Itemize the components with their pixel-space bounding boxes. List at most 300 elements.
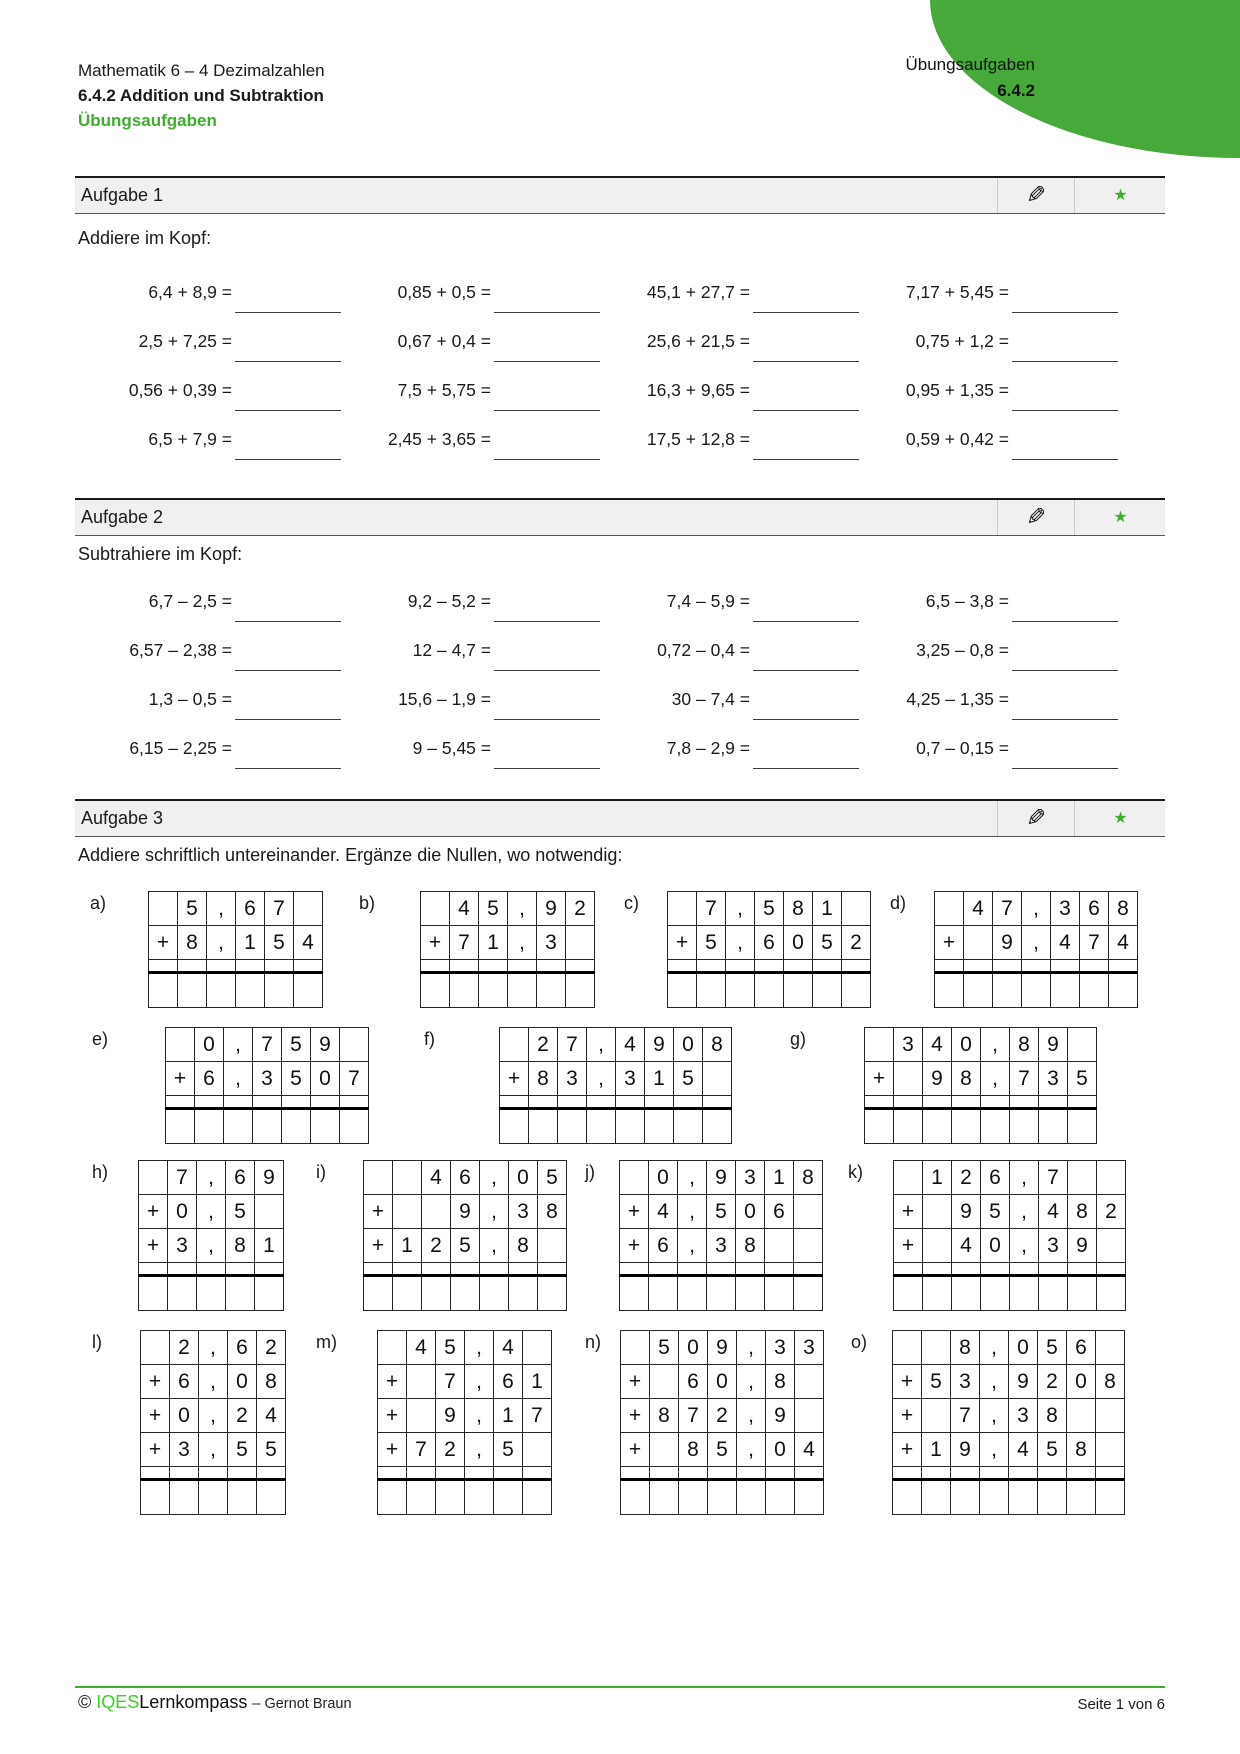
carry-cell[interactable] xyxy=(422,1263,451,1276)
carry-cell[interactable] xyxy=(500,1096,529,1109)
answer-cell[interactable] xyxy=(1010,1276,1039,1311)
carry-cell[interactable] xyxy=(649,1263,678,1276)
carry-cell[interactable] xyxy=(893,1467,922,1480)
operand-row xyxy=(893,1399,1125,1433)
carry-cell[interactable] xyxy=(726,960,755,973)
carry-row xyxy=(621,1467,824,1480)
answer-cell[interactable] xyxy=(139,1276,168,1311)
grid-cell xyxy=(538,1229,567,1263)
answer-blank[interactable] xyxy=(494,621,600,622)
answer-blank[interactable] xyxy=(494,361,600,362)
answer-cell[interactable] xyxy=(421,973,450,1008)
answer-blank[interactable] xyxy=(1012,410,1118,411)
answer-cell[interactable] xyxy=(253,1109,282,1144)
answer-cell[interactable] xyxy=(703,1109,732,1144)
answer-blank[interactable] xyxy=(753,768,859,769)
answer-cell[interactable] xyxy=(766,1480,795,1515)
carry-cell[interactable] xyxy=(981,1096,1010,1109)
carry-cell[interactable] xyxy=(678,1263,707,1276)
problem-expression: 0,67 + 0,4 = xyxy=(397,331,491,351)
carry-cell[interactable] xyxy=(253,1096,282,1109)
answer-cell[interactable] xyxy=(980,1480,1009,1515)
answer-cell[interactable] xyxy=(1009,1480,1038,1515)
answer-cell[interactable] xyxy=(228,1480,257,1515)
answer-blank[interactable] xyxy=(753,410,859,411)
answer-cell[interactable] xyxy=(450,973,479,1008)
carry-cell[interactable] xyxy=(226,1263,255,1276)
carry-cell[interactable] xyxy=(674,1096,703,1109)
grid-cell: 4 xyxy=(964,892,993,926)
answer-cell[interactable] xyxy=(558,1109,587,1144)
grid-cell: 0 xyxy=(981,1229,1010,1263)
answer-cell[interactable] xyxy=(981,1276,1010,1311)
answer-cell[interactable] xyxy=(951,1480,980,1515)
problem xyxy=(603,589,862,638)
answer-cell[interactable] xyxy=(952,1109,981,1144)
answer-blank[interactable] xyxy=(1012,361,1118,362)
carry-cell[interactable] xyxy=(795,1467,824,1480)
answer-cell[interactable] xyxy=(226,1276,255,1311)
carry-cell[interactable] xyxy=(1009,1467,1038,1480)
grid-cell: 9 xyxy=(766,1399,795,1433)
answer-cell[interactable] xyxy=(436,1480,465,1515)
answer-cell[interactable] xyxy=(649,1276,678,1311)
carry-cell[interactable] xyxy=(894,1096,923,1109)
carry-cell[interactable] xyxy=(923,1096,952,1109)
answer-cell[interactable] xyxy=(149,973,178,1008)
carry-cell[interactable] xyxy=(1068,1263,1097,1276)
answer-cell[interactable] xyxy=(736,1276,765,1311)
answer-cell[interactable] xyxy=(311,1109,340,1144)
carry-cell[interactable] xyxy=(923,1263,952,1276)
grid-cell: 9 xyxy=(923,1062,952,1096)
answer-blank[interactable] xyxy=(235,410,341,411)
answer-blank[interactable] xyxy=(753,459,859,460)
operand-row xyxy=(668,892,871,926)
carry-cell[interactable] xyxy=(697,960,726,973)
grid-cell xyxy=(794,1195,823,1229)
grid-cell xyxy=(294,892,323,926)
answer-blank[interactable] xyxy=(1012,312,1118,313)
grid-cell: 9 xyxy=(451,1195,480,1229)
grid-cell: 5 xyxy=(494,1433,523,1467)
answer-blank[interactable] xyxy=(235,459,341,460)
answer-cell[interactable] xyxy=(195,1109,224,1144)
answer-cell[interactable] xyxy=(952,1276,981,1311)
carry-cell[interactable] xyxy=(282,1096,311,1109)
carry-cell[interactable] xyxy=(537,960,566,973)
carry-cell[interactable] xyxy=(894,1263,923,1276)
carry-cell[interactable] xyxy=(865,1096,894,1109)
answer-cell[interactable] xyxy=(923,1109,952,1144)
carry-cell[interactable] xyxy=(621,1467,650,1480)
problem-expression: 6,15 – 2,25 = xyxy=(129,738,232,758)
answer-row xyxy=(500,1109,732,1144)
answer-cell[interactable] xyxy=(650,1480,679,1515)
answer-blank[interactable] xyxy=(1012,768,1118,769)
answer-cell[interactable] xyxy=(1039,1109,1068,1144)
answer-cell[interactable] xyxy=(1051,973,1080,1008)
carry-cell[interactable] xyxy=(922,1467,951,1480)
carry-cell[interactable] xyxy=(784,960,813,973)
answer-cell[interactable] xyxy=(199,1480,228,1515)
operand-row xyxy=(893,1331,1125,1365)
answer-cell[interactable] xyxy=(697,973,726,1008)
operand-row xyxy=(620,1229,823,1263)
answer-blank[interactable] xyxy=(753,312,859,313)
grid-label: c) xyxy=(624,893,639,913)
problem xyxy=(862,378,1121,427)
answer-cell[interactable] xyxy=(893,1480,922,1515)
answer-cell[interactable] xyxy=(668,973,697,1008)
answer-cell[interactable] xyxy=(378,1480,407,1515)
answer-cell[interactable] xyxy=(282,1109,311,1144)
answer-cell[interactable] xyxy=(1038,1480,1067,1515)
carry-cell[interactable] xyxy=(1068,1096,1097,1109)
answer-cell[interactable] xyxy=(935,973,964,1008)
grid-cell: 5 xyxy=(226,1195,255,1229)
grid-cell: 5 xyxy=(674,1062,703,1096)
answer-cell[interactable] xyxy=(679,1480,708,1515)
carry-cell[interactable] xyxy=(228,1467,257,1480)
carry-cell[interactable] xyxy=(1109,960,1138,973)
answer-blank[interactable] xyxy=(494,459,600,460)
carry-cell[interactable] xyxy=(707,1263,736,1276)
answer-cell[interactable] xyxy=(1067,1480,1096,1515)
grid-cell: 8 xyxy=(951,1331,980,1365)
answer-cell[interactable] xyxy=(197,1276,226,1311)
answer-cell[interactable] xyxy=(621,1480,650,1515)
answer-cell[interactable] xyxy=(407,1480,436,1515)
answer-cell[interactable] xyxy=(509,1276,538,1311)
answer-cell[interactable] xyxy=(178,973,207,1008)
answer-cell[interactable] xyxy=(422,1276,451,1311)
carry-cell[interactable] xyxy=(199,1467,228,1480)
answer-blank[interactable] xyxy=(494,768,600,769)
column-grid-f xyxy=(499,1027,732,1144)
carry-cell[interactable] xyxy=(529,1096,558,1109)
carry-cell[interactable] xyxy=(364,1263,393,1276)
carry-cell[interactable] xyxy=(170,1467,199,1480)
carry-cell[interactable] xyxy=(755,960,784,973)
carry-cell[interactable] xyxy=(1038,1467,1067,1480)
carry-cell[interactable] xyxy=(451,1263,480,1276)
plus-cell: + xyxy=(621,1399,650,1433)
carry-cell[interactable] xyxy=(952,1096,981,1109)
answer-cell[interactable] xyxy=(1068,1109,1097,1144)
answer-cell[interactable] xyxy=(1097,1276,1126,1311)
answer-cell[interactable] xyxy=(755,973,784,1008)
answer-cell[interactable] xyxy=(794,1276,823,1311)
grid-cell: 5 xyxy=(708,1433,737,1467)
answer-cell[interactable] xyxy=(1096,1480,1125,1515)
carry-cell[interactable] xyxy=(393,1263,422,1276)
carry-cell[interactable] xyxy=(1067,1467,1096,1480)
carry-cell[interactable] xyxy=(1010,1263,1039,1276)
answer-cell[interactable] xyxy=(141,1480,170,1515)
carry-cell[interactable] xyxy=(465,1467,494,1480)
answer-cell[interactable] xyxy=(255,1276,284,1311)
carry-cell[interactable] xyxy=(421,960,450,973)
carry-cell[interactable] xyxy=(311,1096,340,1109)
answer-cell[interactable] xyxy=(587,1109,616,1144)
carry-cell[interactable] xyxy=(1096,1467,1125,1480)
answer-cell[interactable] xyxy=(795,1480,824,1515)
carry-cell[interactable] xyxy=(378,1467,407,1480)
carry-cell[interactable] xyxy=(1039,1096,1068,1109)
carry-cell[interactable] xyxy=(813,960,842,973)
carry-cell[interactable] xyxy=(616,1096,645,1109)
carry-cell[interactable] xyxy=(139,1263,168,1276)
comma-cell: , xyxy=(726,892,755,926)
carry-cell[interactable] xyxy=(650,1467,679,1480)
grid-cell xyxy=(340,1028,369,1062)
answer-blank[interactable] xyxy=(494,719,600,720)
answer-cell[interactable] xyxy=(207,973,236,1008)
carry-cell[interactable] xyxy=(737,1467,766,1480)
answer-row xyxy=(166,1109,369,1144)
answer-cell[interactable] xyxy=(500,1109,529,1144)
grid-cell: 1 xyxy=(494,1399,523,1433)
operand-row xyxy=(139,1161,284,1195)
answer-cell[interactable] xyxy=(294,973,323,1008)
answer-cell[interactable] xyxy=(480,1276,509,1311)
answer-row xyxy=(668,973,871,1008)
corner-badge-text xyxy=(905,52,1035,104)
answer-cell[interactable] xyxy=(981,1109,1010,1144)
carry-cell[interactable] xyxy=(1010,1096,1039,1109)
column-grid-o xyxy=(892,1330,1125,1515)
carry-cell[interactable] xyxy=(587,1096,616,1109)
carry-cell[interactable] xyxy=(1051,960,1080,973)
answer-cell[interactable] xyxy=(708,1480,737,1515)
answer-cell[interactable] xyxy=(1068,1276,1097,1311)
carry-cell[interactable] xyxy=(436,1467,465,1480)
answer-cell[interactable] xyxy=(494,1480,523,1515)
carry-cell[interactable] xyxy=(620,1263,649,1276)
answer-blank[interactable] xyxy=(753,670,859,671)
answer-cell[interactable] xyxy=(1109,973,1138,1008)
carry-cell[interactable] xyxy=(980,1467,1009,1480)
carry-cell[interactable] xyxy=(993,960,1022,973)
carry-cell[interactable] xyxy=(645,1096,674,1109)
answer-cell[interactable] xyxy=(865,1109,894,1144)
carry-cell[interactable] xyxy=(951,1467,980,1480)
answer-cell[interactable] xyxy=(964,973,993,1008)
answer-blank[interactable] xyxy=(235,768,341,769)
carry-cell[interactable] xyxy=(480,1263,509,1276)
carry-cell[interactable] xyxy=(479,960,508,973)
carry-cell[interactable] xyxy=(236,960,265,973)
answer-cell[interactable] xyxy=(537,973,566,1008)
answer-cell[interactable] xyxy=(707,1276,736,1311)
answer-blank[interactable] xyxy=(235,312,341,313)
answer-cell[interactable] xyxy=(265,973,294,1008)
answer-cell[interactable] xyxy=(894,1109,923,1144)
carry-row xyxy=(364,1263,567,1276)
carry-cell[interactable] xyxy=(294,960,323,973)
grid-label: k) xyxy=(848,1162,863,1182)
carry-cell[interactable] xyxy=(558,1096,587,1109)
column-grid-e xyxy=(165,1027,369,1144)
answer-cell[interactable] xyxy=(224,1109,253,1144)
grid-cell xyxy=(1096,1433,1125,1467)
comma-cell: , xyxy=(508,892,537,926)
answer-cell[interactable] xyxy=(1022,973,1051,1008)
carry-cell[interactable] xyxy=(197,1263,226,1276)
answer-blank[interactable] xyxy=(1012,670,1118,671)
answer-cell[interactable] xyxy=(894,1276,923,1311)
carry-cell[interactable] xyxy=(952,1263,981,1276)
grid-cell: 3 xyxy=(168,1229,197,1263)
carry-cell[interactable] xyxy=(257,1467,286,1480)
answer-cell[interactable] xyxy=(451,1276,480,1311)
carry-cell[interactable] xyxy=(708,1467,737,1480)
grid-cell: 3 xyxy=(1051,892,1080,926)
carry-cell[interactable] xyxy=(450,960,479,973)
plus-cell: + xyxy=(621,1433,650,1467)
problem xyxy=(85,589,344,638)
answer-cell[interactable] xyxy=(170,1480,199,1515)
grid-cell: 7 xyxy=(1039,1161,1068,1195)
answer-cell[interactable] xyxy=(566,973,595,1008)
carry-cell[interactable] xyxy=(981,1263,1010,1276)
answer-cell[interactable] xyxy=(620,1276,649,1311)
carry-cell[interactable] xyxy=(964,960,993,973)
answer-cell[interactable] xyxy=(479,973,508,1008)
answer-cell[interactable] xyxy=(678,1276,707,1311)
carry-cell[interactable] xyxy=(207,960,236,973)
answer-cell[interactable] xyxy=(737,1480,766,1515)
answer-blank[interactable] xyxy=(235,621,341,622)
carry-cell[interactable] xyxy=(765,1263,794,1276)
answer-blank[interactable] xyxy=(753,719,859,720)
carry-cell[interactable] xyxy=(794,1263,823,1276)
carry-cell[interactable] xyxy=(523,1467,552,1480)
answer-cell[interactable] xyxy=(1080,973,1109,1008)
answer-cell[interactable] xyxy=(616,1109,645,1144)
answer-blank[interactable] xyxy=(1012,719,1118,720)
answer-cell[interactable] xyxy=(236,973,265,1008)
answer-cell[interactable] xyxy=(523,1480,552,1515)
carry-cell[interactable] xyxy=(168,1263,197,1276)
answer-blank[interactable] xyxy=(235,361,341,362)
answer-cell[interactable] xyxy=(340,1109,369,1144)
problem-expression: 2,5 + 7,25 = xyxy=(138,331,232,351)
carry-cell[interactable] xyxy=(407,1467,436,1480)
problem-expression: 7,5 + 5,75 = xyxy=(397,380,491,400)
answer-cell[interactable] xyxy=(922,1480,951,1515)
grid-cell: 5 xyxy=(707,1195,736,1229)
answer-cell[interactable] xyxy=(529,1109,558,1144)
answer-blank[interactable] xyxy=(235,719,341,720)
carry-cell[interactable] xyxy=(494,1467,523,1480)
carry-cell[interactable] xyxy=(255,1263,284,1276)
carry-cell[interactable] xyxy=(224,1096,253,1109)
plus-cell: + xyxy=(421,926,450,960)
carry-cell[interactable] xyxy=(1080,960,1109,973)
carry-cell[interactable] xyxy=(668,960,697,973)
carry-cell[interactable] xyxy=(1097,1263,1126,1276)
carry-cell[interactable] xyxy=(195,1096,224,1109)
answer-cell[interactable] xyxy=(645,1109,674,1144)
answer-cell[interactable] xyxy=(508,973,537,1008)
comma-cell: , xyxy=(980,1399,1009,1433)
grid-label: b) xyxy=(359,893,376,913)
answer-cell[interactable] xyxy=(842,973,871,1008)
problem xyxy=(862,329,1121,378)
answer-cell[interactable] xyxy=(1010,1109,1039,1144)
answer-blank[interactable] xyxy=(494,312,600,313)
answer-cell[interactable] xyxy=(923,1276,952,1311)
carry-cell[interactable] xyxy=(703,1096,732,1109)
answer-cell[interactable] xyxy=(674,1109,703,1144)
carry-cell[interactable] xyxy=(149,960,178,973)
answer-blank[interactable] xyxy=(235,670,341,671)
grid-label: g) xyxy=(790,1029,807,1049)
answer-cell[interactable] xyxy=(538,1276,567,1311)
answer-cell[interactable] xyxy=(993,973,1022,1008)
problem xyxy=(85,687,344,736)
plus-cell: + xyxy=(166,1062,195,1096)
answer-blank[interactable] xyxy=(1012,621,1118,622)
answer-cell[interactable] xyxy=(813,973,842,1008)
carry-cell[interactable] xyxy=(178,960,207,973)
answer-cell[interactable] xyxy=(726,973,755,1008)
carry-cell[interactable] xyxy=(508,960,537,973)
answer-cell[interactable] xyxy=(166,1109,195,1144)
column-grid-b xyxy=(420,891,595,1008)
grid-cell xyxy=(1068,1161,1097,1195)
operand-row xyxy=(894,1161,1126,1195)
answer-blank[interactable] xyxy=(753,621,859,622)
carry-cell[interactable] xyxy=(1022,960,1051,973)
carry-cell[interactable] xyxy=(509,1263,538,1276)
problem xyxy=(85,638,344,687)
grid-cell: 3 xyxy=(253,1062,282,1096)
carry-cell[interactable] xyxy=(736,1263,765,1276)
answer-cell[interactable] xyxy=(364,1276,393,1311)
carry-cell[interactable] xyxy=(679,1467,708,1480)
answer-cell[interactable] xyxy=(765,1276,794,1311)
answer-cell[interactable] xyxy=(1039,1276,1068,1311)
carry-cell[interactable] xyxy=(538,1263,567,1276)
answer-blank[interactable] xyxy=(753,361,859,362)
grid-cell: 0 xyxy=(708,1365,737,1399)
grid-cell xyxy=(842,892,871,926)
answer-cell[interactable] xyxy=(465,1480,494,1515)
problem-expression: 3,25 – 0,8 = xyxy=(916,640,1009,660)
answer-cell[interactable] xyxy=(257,1480,286,1515)
carry-cell[interactable] xyxy=(766,1467,795,1480)
answer-blank[interactable] xyxy=(494,670,600,671)
answer-cell[interactable] xyxy=(168,1276,197,1311)
carry-cell[interactable] xyxy=(340,1096,369,1109)
carry-cell[interactable] xyxy=(842,960,871,973)
carry-cell[interactable] xyxy=(166,1096,195,1109)
answer-cell[interactable] xyxy=(393,1276,422,1311)
carry-cell[interactable] xyxy=(1039,1263,1068,1276)
answer-cell[interactable] xyxy=(784,973,813,1008)
carry-cell[interactable] xyxy=(935,960,964,973)
answer-blank[interactable] xyxy=(1012,459,1118,460)
carry-cell[interactable] xyxy=(566,960,595,973)
answer-blank[interactable] xyxy=(494,410,600,411)
operand-row xyxy=(894,1229,1126,1263)
carry-cell[interactable] xyxy=(265,960,294,973)
grid-cell: 6 xyxy=(1067,1331,1096,1365)
carry-cell[interactable] xyxy=(141,1467,170,1480)
